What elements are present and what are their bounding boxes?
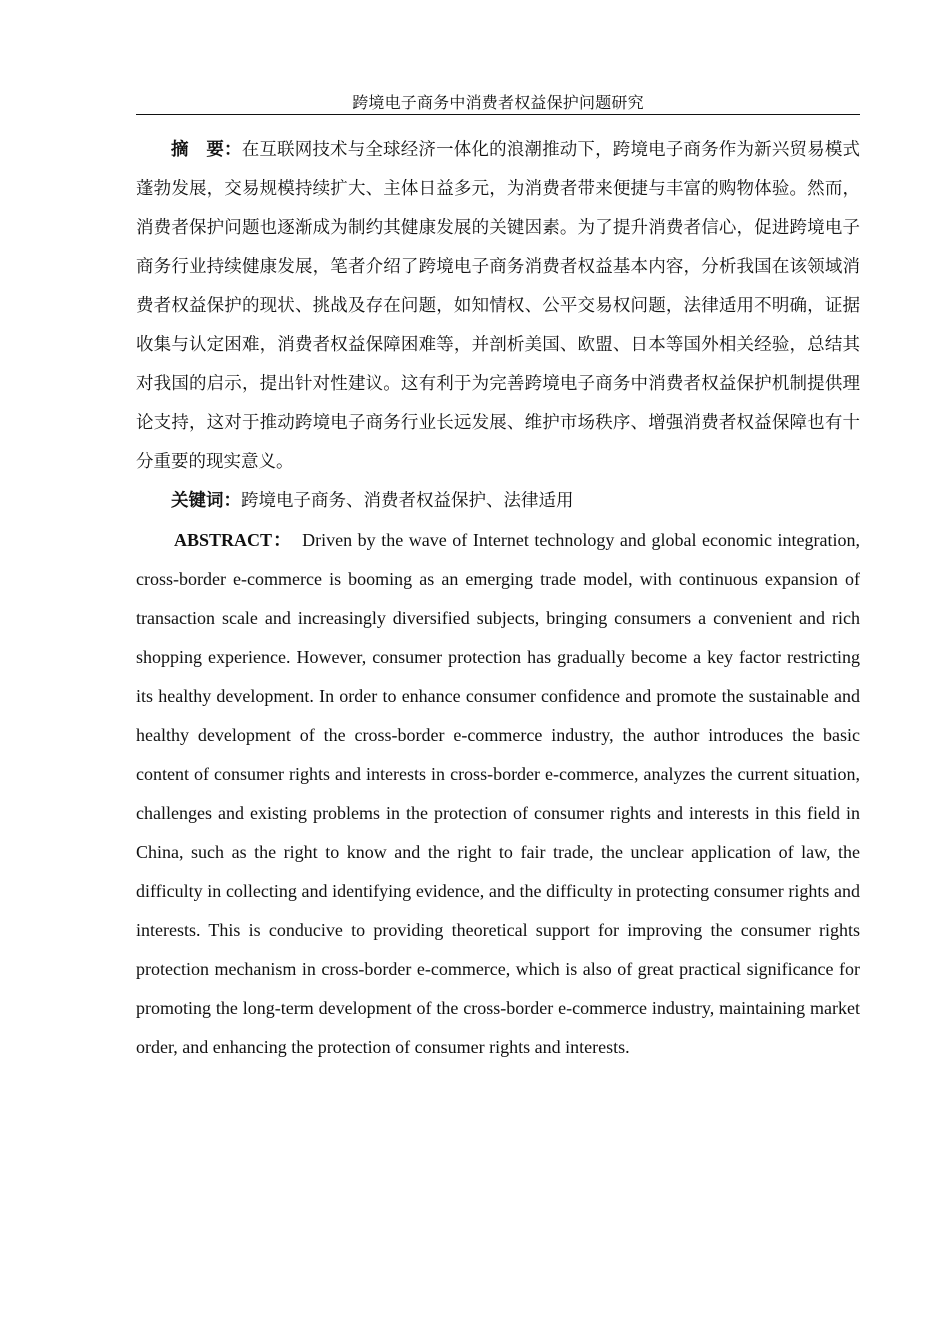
abstract-en-paragraph (136, 521, 860, 1067)
abstract-en-label: ABSTRACT： (174, 530, 293, 550)
keywords-cn-label: 关键词： (171, 491, 241, 511)
abstract-cn-label: 摘 要： (171, 140, 242, 160)
running-header (136, 92, 860, 114)
abstract-cn-text: 在互联网技术与全球经济一体化的浪潮推动下，跨境电子商务作为新兴贸易模式蓬勃发展，交易规模持续扩大、主体日益多元，为消费者带来便捷与丰富的购物体验。然而，消费者保护问题也逐渐成为制约其健康发展的关键因素。为了提升消费者信心，促进跨境电子商务行业持续健康发展，笔者介绍了跨境电子商务消费者权益基本内容，分析我国在该领域消费者权益保护的现状、挑战及存在问题，如知情权、公平交易权问题，法律适用不明确，证据收集与认定困难，消费者权益保障困难等，并剖析美国、欧盟、日本等国外相关经验，总结其对我国的启示，提出针对性建议。这有利于为完善跨境电子商务中消费者权益保护机制提供理论支持，这对于推动跨境电子商务行业长远发展、维护市场秩序、增强消费者权益保障也有十分重要的现实意义。 (136, 140, 861, 472)
keywords-cn-paragraph (136, 482, 860, 521)
abstract-body (136, 131, 860, 1067)
abstract-cn-paragraph (136, 131, 860, 482)
running-header-title: 跨境电子商务中消费者权益保护问题研究 (352, 93, 644, 112)
keywords-cn-text: 跨境电子商务、消费者权益保护、法律适用 (241, 491, 574, 511)
header-rule (136, 114, 860, 115)
abstract-en-text: Driven by the wave of Internet technology and global economic integration, cross-border e-commerce is booming as an emerging trade model, with continuous expansion of transaction scale and increasingly diversified subjects, bringing consumers a convenient and rich shopping experience. However, consumer protection has gradually become a key factor restricting its healthy development. In order to enhance consumer confidence and promote the sustainable and healthy development of the cross-border e-commerce industry, the author introduces the basic content of consumer rights and interests in cross-border e-commerce, analyzes the current situation, challenges and existing problems in the protection of consumer rights and interests in this field in China, such as the right to know and the right to fair trade, the unclear application of law, the difficulty in collecting and identifying evidence, and the difficulty in protecting consumer rights and interests. This is conducive to providing theoretical support for improving the consumer rights protection mechanism in cross-border e-commerce, which is also of great practical significance for promoting the long-term development of the cross-border e-commerce industry, maintaining market order, and enhancing the protection of consumer rights and interests. (136, 530, 860, 1057)
